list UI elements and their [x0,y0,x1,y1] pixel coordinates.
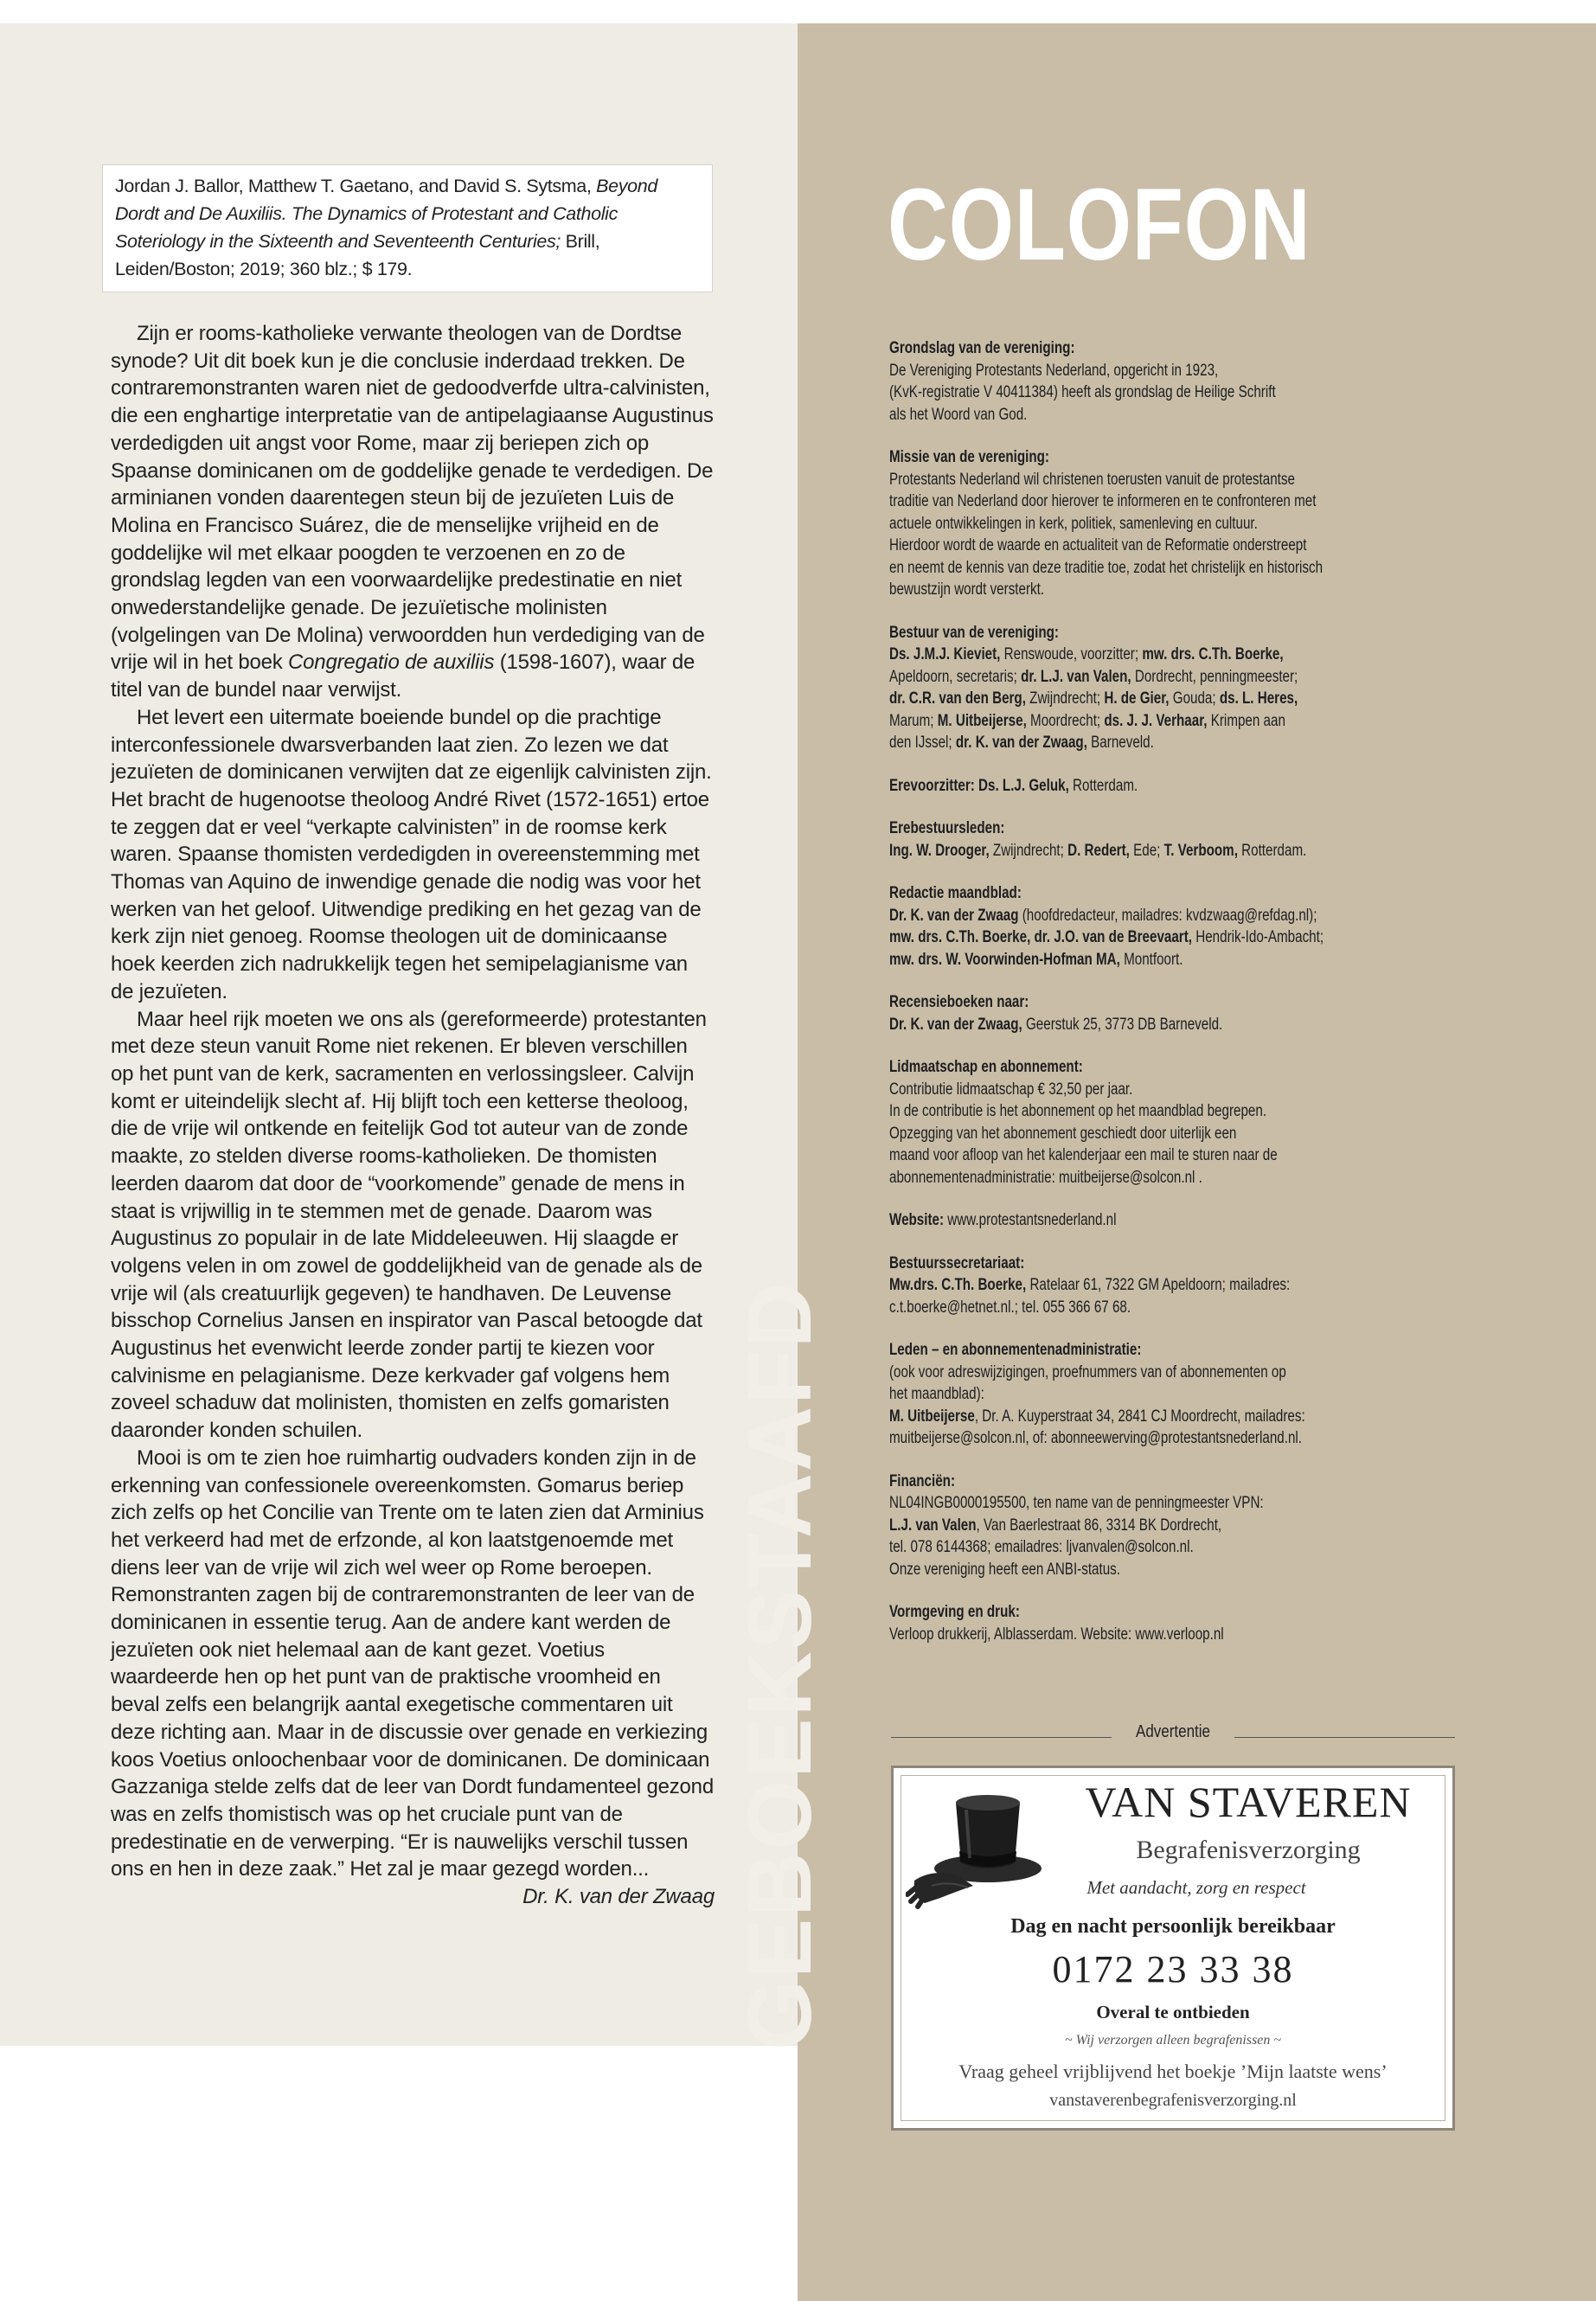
colofon-financien [889,1471,1554,1581]
citation-authors: Jordan J. Ballor, Matthew T. Gaetano, and David S. Sytsma, [115,176,597,196]
colofon-line: Contributie lidmaatschap € 32,50 per jaar. [889,1080,1133,1099]
bold-name: H. de Gier, [1104,689,1170,708]
bold-name: Ds. J.M.J. Kieviet, [889,645,1001,663]
review-signature: Dr. K. van der Zwaag [522,1885,715,1909]
colofon-line [889,1209,1554,1232]
advert-company-name: VAN STAVEREN [1085,1778,1412,1826]
line-text: , Dr. A. Kuyperstraat 34, 2841 CJ Moordrecht, mailadres: [974,1407,1305,1426]
line-text: NL04INGB0000195500, ten name van de penningmeester VPN: [889,1494,1264,1512]
line-text: den IJssel; [889,734,956,752]
line-text: (ook voor adreswijzigingen, proefnummers van of abonnementen op [889,1362,1286,1381]
advert-slogan: Met aandacht, zorg en respect [1086,1877,1306,1898]
colofon-line: De Vereniging Protestants Nederland, opgericht in 1923, [889,361,1219,380]
colofon-line: Protestants Nederland wil christenen toerusten vanuit de protestantse [889,470,1295,489]
rich-lines [889,1274,1554,1318]
bold-name: D. Redert, [1067,841,1130,860]
colofon-line [889,1515,1554,1537]
section-heading: Erebestuursleden: [889,819,1005,837]
colofon-line [889,1274,1554,1297]
review-paragraph: Het levert een uitermate boeiende bundel op die prachtige interconfessionele dwarsverbanden laat zien. Zo lezen we dat jezuïeten de dominicanen verwijten dat ze eigenlijk calvinisten zijn. Het bracht de hugenootse theoloog André Rivet (1572-1651) ertoe te zeggen dat er veel “verkapte calvinisten” in de roomse kerk waren. Spaanse thomisten verdedigden in overeenstemming met Thomas van Aquino de inwendige genade die nodig was voor het werken van het geloof. Uitwendige prediking en het gezag van de kerk zijn niet genoeg. Roomse theologen uit de dominicaanse hoek keerden zich nadrukkelijk tegen het semipelagianisme van de jezuïeten. [111,705,712,1003]
line-text: Moordrecht; [1026,711,1105,730]
colofon-line [889,710,1554,733]
divider-line [1234,1737,1455,1738]
colofon-secretariaat [889,1253,1554,1319]
bold-name: mw. drs. C.Th. Boerke, [1142,645,1284,663]
line-text: Marum; [889,711,938,730]
rich-lines [889,1014,1554,1036]
colofon-line [889,688,1554,710]
section-heading: Missie van de vereniging: [889,448,1049,466]
section-heading: Vormgeving en druk: [889,1603,1020,1621]
colofon-line [889,905,1554,927]
colofon-erevoorzitter [889,775,1554,798]
line-text: Hendrik-Ido-Ambacht; [1192,928,1324,946]
bold-name: dr. L.J. van Valen, [1021,667,1131,686]
colofon-line: maand voor afloop van het kalenderjaar een mail te sturen naar de [889,1146,1278,1164]
erevoorzitter-label: Erevoorzitter: Ds. L.J. Geluk, [889,776,1069,795]
colofon-bestuur [889,622,1554,754]
colofon-line: abonnementenadministratie: muitbeijerse@solcon.nl . [889,1168,1202,1187]
line-text: Barneveld. [1086,734,1154,752]
section-heading: Redactie maandblad: [889,884,1022,902]
review-paragraph [111,320,715,704]
line-text: c.t.boerke@hetnet.nl.; tel. 055 366 67 68. [889,1298,1131,1317]
colofon-line [889,1559,1554,1581]
line-text: tel. 078 6144368; emailadres: ljvanvalen@solcon.nl. [889,1538,1194,1556]
line-text: Zwijndrecht; [1025,689,1105,708]
bold-name: dr. C.R. van den Berg, [889,689,1026,708]
colofon-line [889,644,1554,666]
advert-website-link[interactable]: vanstaverenbegrafenisverzorging.nl [1049,2091,1297,2110]
colofon-website [889,1209,1554,1232]
colofon-grondslag [889,337,1554,426]
bold-name: mw. drs. C.Th. Boerke, dr. J.O. van de Breevaart, [889,928,1193,946]
colofon-line: In de contributie is het abonnement op het maandblad begrepen. [889,1102,1267,1120]
line-text: , Van Baerlestraat 86, 3314 BK Dordrecht, [976,1516,1222,1535]
paragraph-text: Zijn er rooms-katholieke verwante theologen van de Dordtse synode? Uit dit boek kun je die conclusie inderdaad trekken. De contraremonstranten waren niet de gedoodverfde ultra-calvinisten, die een enghartige interpretatie van de antipelagiaanse Augustinus verdedigden uit angst voor Rome, maar zij beriepen zich op Spaanse dominicanen om de goddelijke genade te verdedigen. De arminianen vonden daarentegen steun bij de jezuïeten Luis de Molina en Francisco Suárez, die de menselijke vrijheid en de goddelijke wil met elkaar poogden te verzoenen en zo de grondslag legden van een voorwaardelijke predestinatie en niet onwederstandelijke genade. De jezuïetische molinisten (volgelingen van De Molina) verwoordden hun verdediging van de vrije wil in het boek [111,322,714,675]
colofon-line [889,732,1554,754]
line-text: Montfoort. [1119,950,1183,969]
colofon-vormgeving [889,1601,1554,1645]
review-paragraph: Mooi is om te zien hoe ruimhartig oudvaders konden zijn in de erkenning van confessionele overeenkomsten. Gomarus beriep zich zelfs op het Concilie van Trente om te laten zien dat Arminius het verkeerd had met de erfzonde, al kon laatstgenoemde met diens leer van de vrije wil zich wel weer op Rome beroepen. Remonstranten zagen bij de contraremonstranten de leer van de dominicanen in essentie terug. Aan de andere kant werden de jezuïeten ook niet helemaal aan de kant gezet. Voetius waardeerde hen op het punt van de praktische vroomheid en beval zelfs een belangrijk aantal exegetische commentaren uit deze richting aan. Maar in de discussie over genade en verkiezing koos Voetius onloochenbaar voor de dominicanen. De dominicaan Gazzaniga stelde zelfs dat de leer van Dordt fundamenteel gezond was en zelfs thomistisch was op het cruciale punt van de predestinatie en de verwerping. “Er is nauwelijks verschil tussen ons en hen in deze zaak.” Het zal je maar gezegd worden... [111,1445,714,1881]
colofon-line: Hierdoor wordt de waarde en actualiteit van de Reformatie onderstreept [889,536,1307,554]
line-text: (hoofdredacteur, mailadres: kvdzwaag@refdag.nl); [1018,906,1317,925]
section-heading: Grondslag van de vereniging: [889,339,1075,357]
review-paragraph: Maar heel rijk moeten we ons als (gereformeerde) protestanten met deze steun vanuit Rome niet rekenen. Er bleven verschillen op het punt van de kerk, sacramenten en verlossingsleer. Calvijn komt er uiteindelijk slecht af. Hij blijft toch een ketterse theoloog, die de vrije wil ontkende en feitelijk God tot auteur van de zonde maakte, zo stelden diverse rooms-katholieken. De thomisten leerden daarom dat door de “voorkomende” genade de mens in staat is vrijwillig in te stemmen met de genade. Daarom was Augustinus zo populair in de late Middeleeuwen. Hij slaagde er volgens velen in om zowel de goddelijkheid van de genade als de vrije wil (als creatuurlijk gegeven) te handhaven. De Leuvense bisschop Cornelius Jansen en inspirator van Pascal betoogde dat Augustinus het evenwicht leerde zonder partij te kiezen voor calvinisme en pelagianisme. Deze kerkvader gaf volgens hem zoveel schaduw dat molinisten, thomisten en zelfs gomaristen daaronder konden schuilen. [111,1007,707,1443]
website-label: Website: [889,1211,945,1229]
bold-name: Mw.drs. C.Th. Boerke, [889,1276,1027,1294]
advert-phone-number[interactable]: 0172 23 33 38 [1052,1948,1294,1990]
colofon-line: en neemt de kennis van deze traditie toe, zodat het christelijk en historisch [889,558,1324,577]
line-text: Onze vereniging heeft een ANBI-status. [889,1560,1121,1579]
colofon-line [889,1406,1554,1428]
line-text: Gouda; [1169,689,1220,708]
citation-title: Beyond Dordt and De Auxiliis. The Dynamics of Protestant and Catholic Soteriology in the Sixteenth and Seventeenth Centuries; [115,176,657,252]
colofon-recensie [889,991,1554,1035]
advert-subtitle: Begrafenisverzorging [1136,1836,1361,1864]
colofon-line: als het Woord van God. [889,405,1028,424]
bold-name: Dr. K. van der Zwaag [889,906,1019,925]
advert-box[interactable] [891,1766,1455,2131]
rich-lines [889,905,1554,971]
line-text: Rotterdam. [1237,841,1307,860]
line-text: Verloop drukkerij, Alblasserdam. Website: www.verloop.nl [889,1625,1224,1644]
colofon-line [889,1383,1554,1406]
bold-name: ds. J. J. Verhaar, [1104,711,1208,730]
citation-publication: Brill, Leiden/Boston; 2019; 360 blz.; $ 179. [115,231,600,279]
colofon-line [889,1624,1554,1646]
bold-name: M. Uitbeijerse, [937,711,1027,730]
colofon-line [889,1492,1554,1515]
bold-name: mw. drs. W. Voorwinden-Hofman MA, [889,950,1120,969]
colofon-line: traditie van Nederland door hierover te informeren en te confronteren met [889,492,1317,510]
bold-name: L.J. van Valen [889,1516,977,1535]
colofon-erebestuur [889,817,1554,862]
colofon-line [889,949,1554,971]
colofon-line [889,1014,1554,1036]
line-text: Ratelaar 61, 7322 GM Apeldoorn; mailadres: [1026,1276,1291,1294]
line-text: Geerstuk 25, 3773 DB Barneveld. [1022,1015,1223,1034]
rich-lines [889,1624,1554,1646]
colofon-line [889,666,1554,689]
advert-summon-text: Overal te ontbieden [1096,2002,1250,2022]
colofon-line [889,1427,1554,1450]
line-text: Apeldoorn, secretaris; [889,667,1022,686]
erevoorzitter-place: Rotterdam. [1068,776,1138,795]
advert-booklet-text: Vraag geheel vrijblijvend het boekje ’Mijn laatste wens’ [958,2061,1388,2082]
book-citation-box [102,164,713,292]
line-text: Renswoude, voorzitter; [1000,645,1143,663]
book-title-italic: Congregatio de auxiliis [288,651,495,675]
line-text: het maandblad): [889,1385,984,1403]
rich-lines [889,1492,1554,1580]
advertentie-label [891,1721,1455,1755]
line-text: Ede; [1129,841,1164,860]
section-heading: Bestuur van de vereniging: [889,623,1059,642]
section-label-vertical: GEBOEKSTAAFD [730,1281,830,2050]
section-heading: Lidmaatschap en abonnement: [889,1058,1083,1076]
section-heading: Recensieboeken naar: [889,993,1029,1011]
rich-lines [889,1362,1554,1450]
colofon-content [889,337,1554,1666]
line-text: muitbeijerse@solcon.nl, of: abonneewerving@protestantsnederland.nl. [889,1429,1303,1447]
line-text: Zwijndrecht; [989,841,1068,860]
colofon-line [889,775,1554,798]
rich-lines [889,840,1554,862]
colofon-line [889,1297,1554,1319]
section-heading: Leden – en abonnementenadministratie: [889,1341,1142,1359]
colofon-line [889,1536,1554,1559]
paragraph-text: (1598-1607), waar de titel van de bundel naar verwijst. [111,651,695,702]
bold-name: Dr. K. van der Zwaag, [889,1015,1022,1034]
colofon-line [889,926,1554,949]
bold-name: M. Uitbeijerse [889,1407,975,1426]
bold-name: ds. L. Heres, [1219,689,1298,708]
colofon-line: actuele ontwikkelingen in kerk, politiek, samenleving en cultuur. [889,514,1258,533]
colofon-line: bewustzijn wordt versterkt. [889,580,1045,599]
colofon-redactie [889,882,1554,971]
bold-name: Ing. W. Drooger, [889,841,990,860]
colofon-leden [889,1339,1554,1450]
review-article [111,320,715,1911]
colofon-line [889,840,1554,862]
section-heading: Bestuurssecretariaat: [889,1253,1025,1272]
colofon-line: Opzegging van het abonnement geschiedt door uiterlijk een [889,1124,1237,1143]
bold-name: T. Verboom, [1163,841,1238,860]
colofon-line [889,1362,1554,1384]
colofon-missie [889,446,1554,601]
advert-availability: Dag en nacht persoonlijk bereikbaar [1010,1915,1336,1938]
website-link[interactable]: www.protestantsnederland.nl [944,1211,1117,1229]
section-heading: Financiën: [889,1471,956,1490]
line-text: Krimpen aan [1207,711,1285,730]
colofon-line: (KvK-registratie V 40411384) heeft als grondslag de Heilige Schrift [889,383,1276,401]
colofon-title: COLOFON [888,168,1311,282]
book-citation [115,172,700,283]
advert-tagline: ~ Wij verzorgen alleen begrafenissen ~ [1064,2033,1281,2048]
rich-lines [889,644,1554,754]
advertentie-text: Advertentie [1135,1722,1210,1741]
bold-name: dr. K. van der Zwaag, [955,734,1087,752]
colofon-lidmaatschap [889,1056,1554,1189]
line-text: Dordrecht, penningmeester; [1131,667,1298,686]
